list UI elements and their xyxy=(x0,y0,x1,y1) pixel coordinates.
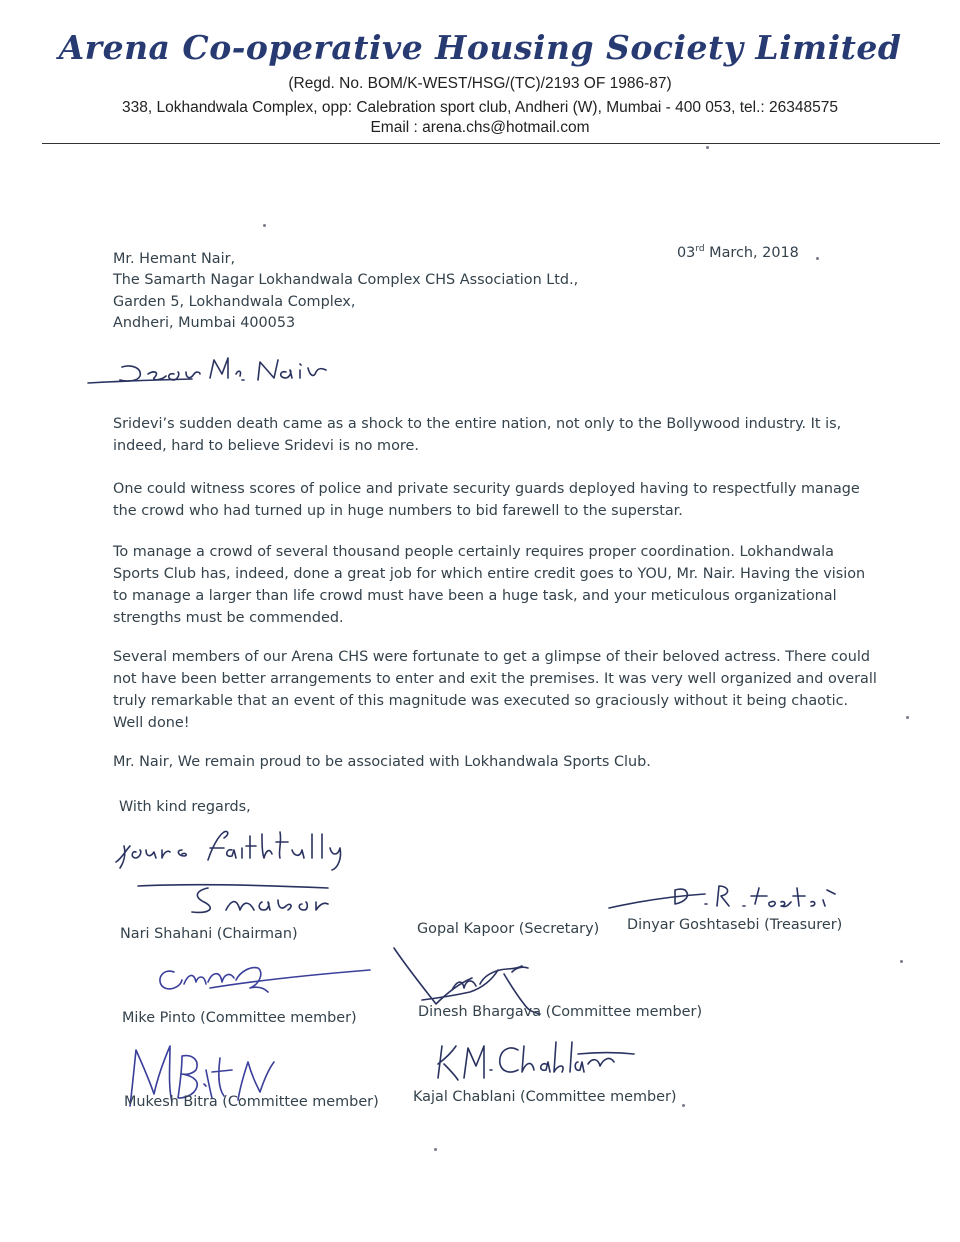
paragraph-line: to manage a larger than life crowd must have been a huge task, and your meticulous organizational xyxy=(113,588,837,604)
recipient-address-line1: Garden 5, Lokhandwala Complex, xyxy=(113,294,356,310)
signatory-treasurer: Dinyar Goshtasebi (Treasurer) xyxy=(627,917,843,933)
paragraph-line: Several members of our Arena CHS were fortunate to get a glimpse of their beloved actress. There could xyxy=(113,649,870,665)
handwritten-closing xyxy=(112,828,362,872)
paragraph-4 xyxy=(113,646,877,734)
paragraph-2 xyxy=(113,478,858,522)
paragraph-line: To manage a crowd of several thousand people certainly requires proper coordination. Lokhandwala xyxy=(113,544,834,560)
scan-speck xyxy=(900,960,903,963)
letter-date: 03rd March, 2018 xyxy=(677,244,799,261)
signature-nari-shahani xyxy=(118,880,358,920)
recipient-organization: The Samarth Nagar Lokhandwala Complex CHS Association Ltd., xyxy=(113,272,579,288)
scan-speck xyxy=(434,1148,437,1151)
recipient-address-line2: Andheri, Mumbai 400053 xyxy=(113,315,296,331)
scan-speck xyxy=(263,224,266,227)
signatory-chairman: Nari Shahani (Chairman) xyxy=(120,926,298,942)
signatory-kajal-chablani: Kajal Chablani (Committee member) xyxy=(413,1089,677,1105)
recipient-name: Mr. Hemant Nair, xyxy=(113,251,236,267)
handwritten-salutation xyxy=(82,350,342,390)
paragraph-line: not have been better arrangements to enter and exit the premises. It was very well organized and overall xyxy=(113,671,877,687)
letterhead-divider xyxy=(42,143,940,144)
society-address: 338, Lokhandwala Complex, opp: Calebration sport club, Andheri (W), Mumbai - 400 053, tel.: 26348575 xyxy=(121,99,838,116)
signature-dinyar-goshtasebi xyxy=(605,880,845,916)
paragraph-line: Well done! xyxy=(113,715,190,731)
scan-speck xyxy=(906,716,909,719)
signature-kajal-chablani xyxy=(428,1032,638,1092)
signatory-secretary: Gopal Kapoor (Secretary) xyxy=(417,921,600,937)
paragraph-5 xyxy=(113,751,858,773)
paragraph-line: One could witness scores of police and private security guards deployed having to respectfully manage xyxy=(113,481,860,497)
paragraph-1 xyxy=(113,413,858,457)
society-email: Email : arena.chs@hotmail.com xyxy=(370,119,590,136)
paragraph-line: the crowd who had turned up in huge numbers to bid farewell to the superstar. xyxy=(113,503,683,519)
paragraph-line: truly remarkable that an event of this magnitude was executed so graciously without it being chaotic. xyxy=(113,693,849,709)
registration-number: (Regd. No. BOM/K-WEST/HSG/(TC)/2193 OF 1986-87) xyxy=(288,75,672,92)
scan-speck xyxy=(682,1104,685,1107)
scan-speck xyxy=(816,257,819,260)
society-name: Arena Co-operative Housing Society Limited xyxy=(58,28,902,67)
paragraph-3 xyxy=(113,541,866,629)
closing-text: With kind regards, xyxy=(119,799,251,815)
signatory-mike-pinto: Mike Pinto (Committee member) xyxy=(122,1010,357,1026)
signature-mike-pinto xyxy=(150,958,380,1004)
paragraph-line: Mr. Nair, We remain proud to be associated with Lokhandwala Sports Club. xyxy=(113,754,651,770)
signatory-dinesh-bhargava: Dinesh Bhargava (Committee member) xyxy=(418,1004,703,1020)
paragraph-line: Sridevi’s sudden death came as a shock to the entire nation, not only to the Bollywood industry. It is, xyxy=(113,416,842,432)
signatory-mukesh-bitra: Mukesh Bitra (Committee member) xyxy=(124,1094,379,1110)
paragraph-line: Sports Club has, indeed, done a great job for which entire credit goes to YOU, Mr. Nair. Having the vision xyxy=(113,566,866,582)
paragraph-line: indeed, hard to believe Sridevi is no more. xyxy=(113,438,419,454)
paragraph-line: strengths must be commended. xyxy=(113,610,344,626)
scan-speck xyxy=(706,146,709,149)
